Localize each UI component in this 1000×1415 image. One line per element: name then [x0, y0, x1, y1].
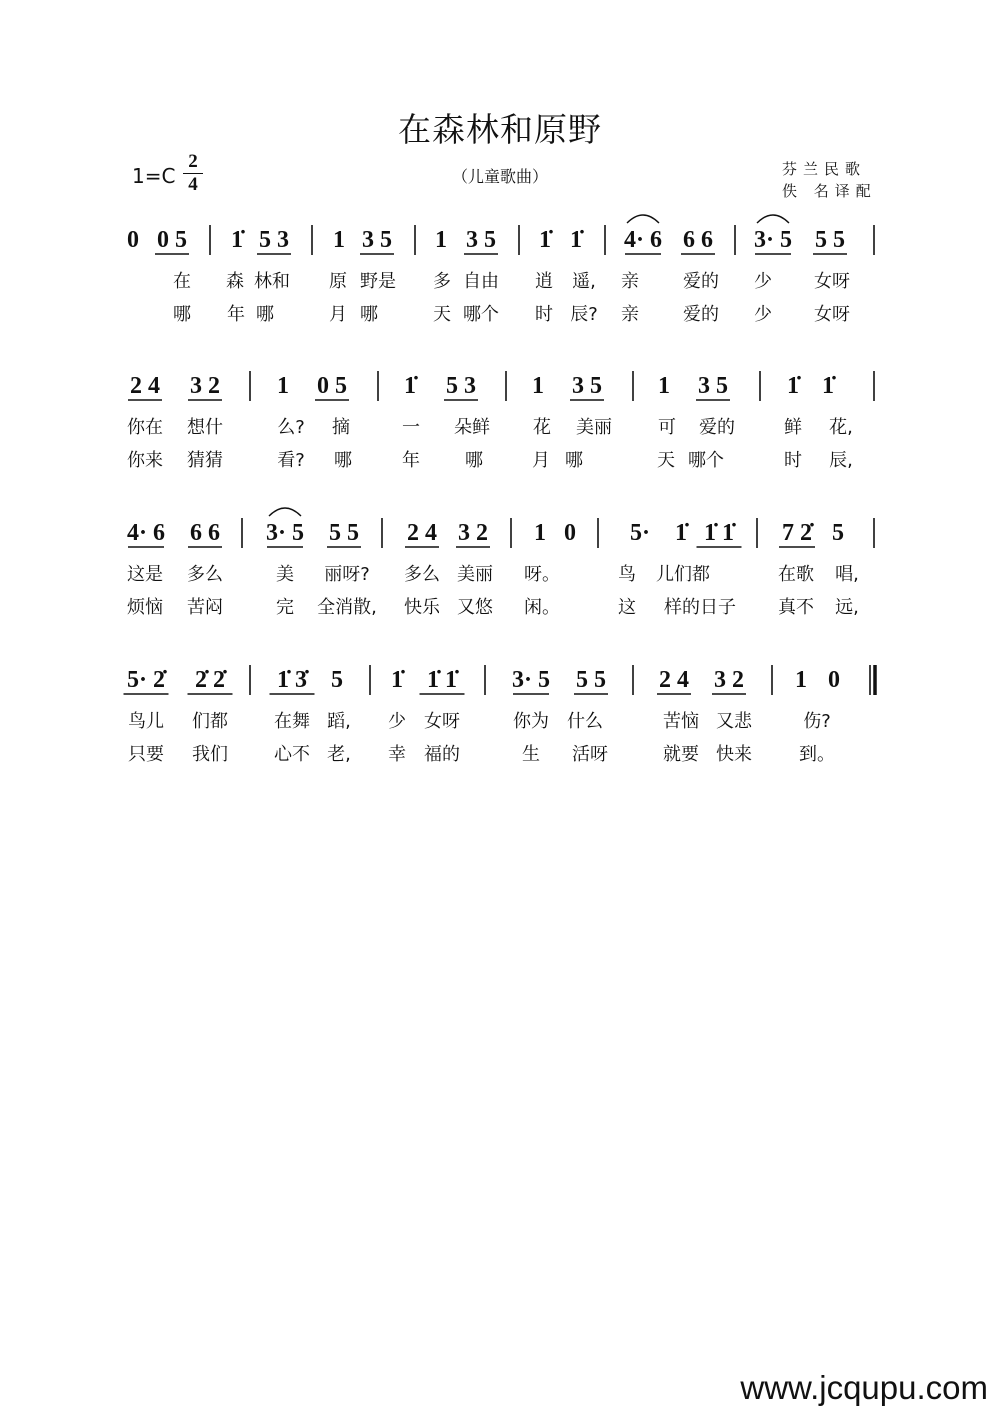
lyric-verse-1: 儿们都 — [656, 564, 710, 585]
lyric-verse-1: 呀。 — [524, 564, 560, 585]
credit-translator: 佚 名译配 — [782, 182, 877, 200]
song-title: 在森林和原野 — [398, 110, 602, 149]
lyric-verse-1: 少 — [388, 711, 406, 732]
lyric-verse-2: 猜猜 — [187, 450, 223, 471]
note-group: 6 6 — [683, 227, 713, 253]
lyric-verse-1: 原 — [329, 271, 347, 292]
lyric-verse-2: 哪 — [360, 304, 378, 325]
note-group: 5 — [331, 667, 343, 693]
lyric-verse-2: 哪 — [334, 450, 352, 471]
lyric-verse-1: 鲜 — [784, 417, 802, 438]
note-group: 3 5 — [572, 373, 602, 399]
lyric-verse-1: 一 — [402, 417, 420, 438]
lyric-verse-2: 完 — [276, 597, 294, 618]
note-group: 0 5 — [157, 227, 187, 253]
note-group: 5 3 — [259, 227, 289, 253]
lyric-verse-1: 么? — [277, 417, 305, 438]
lyric-verse-1: 花 — [533, 417, 551, 438]
lyric-verse-1: 又悲 — [716, 711, 752, 732]
note-group: 2 4 — [659, 667, 689, 693]
lyric-verse-1: 在 — [173, 271, 191, 292]
lyric-verse-2: 就要 — [663, 744, 699, 765]
lyric-verse-2: 全消散, — [317, 597, 377, 618]
note-group: 1 — [532, 373, 544, 399]
lyric-verse-2: 到。 — [799, 744, 835, 765]
lyric-verse-2: 时 — [535, 304, 553, 325]
lyric-verse-1: 们都 — [192, 711, 228, 732]
lyric-verse-2: 辰? — [570, 304, 598, 325]
lyric-verse-2: 快来 — [716, 744, 752, 765]
lyric-verse-2: 福的 — [424, 744, 460, 765]
credit-origin: 芬兰民歌 — [782, 160, 867, 178]
lyric-verse-2: 少 — [754, 304, 772, 325]
note-group: 3 5 — [466, 227, 496, 253]
lyric-verse-2: 快乐 — [404, 597, 440, 618]
lyric-verse-2: 哪个 — [463, 304, 499, 325]
lyric-verse-2: 生 — [522, 744, 540, 765]
lyric-verse-2: 哪 — [565, 450, 583, 471]
lyric-verse-2: 真不 — [778, 597, 814, 618]
lyric-verse-1: 女呀 — [814, 271, 850, 292]
lyric-verse-2: 爱的 — [683, 304, 719, 325]
note-group: 3· 5 — [265, 520, 305, 546]
lyric-verse-1: 在舞 — [274, 711, 310, 732]
note-group: 2 4 — [407, 520, 437, 546]
song-subtitle: （儿童歌曲） — [451, 167, 548, 186]
note-group: 3 5 — [698, 373, 728, 399]
note-group: 2 4 — [130, 373, 160, 399]
note-group: 6 6 — [190, 520, 220, 546]
note-group: 3 2 — [714, 667, 744, 693]
note-group: 1̇ — [822, 373, 834, 399]
lyric-verse-2: 天 — [433, 304, 451, 325]
note-group: 2̇ 2̇ — [195, 667, 225, 693]
lyric-verse-1: 可 — [658, 417, 676, 438]
note-group: 5 — [832, 520, 844, 546]
note-group: 7 2̇ — [782, 520, 812, 546]
lyric-verse-1: 野是 — [360, 271, 396, 292]
site-watermark: www.jcqupu.com — [740, 1369, 988, 1406]
lyric-verse-1: 鸟 — [618, 564, 636, 585]
lyric-verse-1: 爱的 — [683, 271, 719, 292]
lyric-verse-2: 苦闷 — [187, 597, 223, 618]
note-group: 1̇ — [391, 667, 403, 693]
lyric-verse-2: 只要 — [128, 744, 164, 765]
lyric-verse-2: 女呀 — [814, 304, 850, 325]
time-signature-top: 2 — [188, 151, 198, 172]
slur-mark — [627, 215, 659, 223]
note-group: 1̇ — [787, 373, 799, 399]
note-group: 4· 6 — [126, 520, 166, 546]
lyric-verse-1: 多 — [433, 271, 451, 292]
note-group: 5· — [629, 520, 651, 546]
note-group: 1̇ 3̇ — [277, 667, 307, 693]
lyric-verse-2: 远, — [835, 597, 859, 618]
lyric-verse-2: 月 — [532, 450, 550, 471]
note-group: 1̇ — [570, 227, 582, 253]
lyric-verse-2: 哪 — [256, 304, 274, 325]
time-signature-bottom: 4 — [188, 174, 198, 195]
lyric-verse-2: 老, — [327, 744, 351, 765]
lyric-verse-1: 蹈, — [327, 711, 351, 732]
note-group: 0 5 — [317, 373, 347, 399]
lyric-verse-1: 森 — [226, 271, 244, 292]
lyric-verse-2: 样的日子 — [664, 597, 736, 618]
lyric-verse-2: 幸 — [388, 744, 406, 765]
lyric-verse-2: 年 — [402, 450, 420, 471]
lyric-verse-1: 自由 — [463, 271, 499, 292]
lyric-verse-2: 闲。 — [524, 597, 560, 618]
note-group: 1 — [795, 667, 807, 693]
note-group: 3· 5 — [753, 227, 793, 253]
note-group: 5 5 — [576, 667, 606, 693]
lyric-verse-2: 活呀 — [572, 744, 608, 765]
note-group: 0 — [828, 667, 840, 693]
lyric-verse-2: 心不 — [274, 744, 310, 765]
lyric-verse-2: 天 — [657, 450, 675, 471]
note-group: 3 2 — [458, 520, 488, 546]
lyric-verse-1: 少 — [754, 271, 772, 292]
lyric-verse-2: 哪 — [465, 450, 483, 471]
lyric-verse-2: 哪 — [173, 304, 191, 325]
lyric-verse-1: 亲 — [621, 271, 639, 292]
lyric-verse-1: 唱, — [835, 564, 859, 585]
lyric-verse-1: 林和 — [254, 271, 290, 292]
note-group: 1̇ — [675, 520, 687, 546]
lyric-verse-1: 丽呀? — [324, 564, 370, 585]
lyric-verse-2: 亲 — [621, 304, 639, 325]
note-group: 4· 6 — [623, 227, 663, 253]
note-group: 1 — [277, 373, 289, 399]
lyric-verse-1: 摘 — [332, 417, 350, 438]
note-group: 1̇ 1̇ — [427, 667, 457, 693]
lyric-verse-2: 看? — [277, 450, 305, 471]
lyric-verse-1: 鸟儿 — [128, 711, 164, 732]
lyric-verse-1: 遥, — [572, 271, 596, 292]
slur-mark — [757, 215, 789, 223]
note-group: 3· 5 — [511, 667, 551, 693]
lyric-verse-1: 苦恼 — [663, 711, 699, 732]
lyric-verse-1: 你为 — [513, 711, 549, 732]
lyric-verse-2: 哪个 — [688, 450, 724, 471]
note-group: 5· 2̇ — [126, 667, 166, 693]
note-group: 5 5 — [815, 227, 845, 253]
note-group: 1 — [658, 373, 670, 399]
note-group: 1̇ — [404, 373, 416, 399]
lyric-verse-2: 月 — [329, 304, 347, 325]
lyric-verse-2: 你来 — [127, 450, 163, 471]
lyric-verse-2: 这 — [618, 597, 636, 618]
lyric-verse-1: 花, — [829, 417, 853, 438]
note-group: 1 — [333, 227, 345, 253]
lyric-verse-1: 伤? — [803, 711, 831, 732]
lyric-verse-1: 女呀 — [424, 711, 460, 732]
lyric-verse-1: 想什 — [187, 417, 223, 438]
note-group: 0 — [564, 520, 576, 546]
note-group: 1̇ 1̇ — [704, 520, 734, 546]
lyric-verse-1: 美丽 — [576, 417, 612, 438]
note-group: 0 — [127, 227, 139, 253]
lyric-verse-2: 我们 — [192, 744, 228, 765]
lyric-verse-1: 爱的 — [699, 417, 735, 438]
note-group: 1̇ — [539, 227, 551, 253]
note-group: 5 3 — [446, 373, 476, 399]
lyric-verse-2: 辰, — [829, 450, 853, 471]
lyric-verse-1: 逍 — [535, 271, 553, 292]
lyric-verse-2: 时 — [784, 450, 802, 471]
note-group: 3 5 — [362, 227, 392, 253]
lyric-verse-1: 什么 — [567, 711, 603, 732]
note-group: 3 2 — [190, 373, 220, 399]
slur-mark — [269, 508, 301, 516]
note-group: 5 5 — [329, 520, 359, 546]
lyric-verse-1: 这是 — [127, 564, 163, 585]
note-group: 1 — [534, 520, 546, 546]
note-group: 1̇ — [231, 227, 243, 253]
lyric-verse-1: 多么 — [404, 564, 440, 585]
lyric-verse-1: 美 — [276, 564, 294, 585]
lyric-verse-1: 朵鲜 — [454, 417, 490, 438]
lyric-verse-2: 烦恼 — [127, 597, 163, 618]
lyric-verse-1: 在歌 — [778, 564, 814, 585]
key-signature: 1=C — [132, 164, 176, 188]
lyric-verse-2: 年 — [227, 304, 245, 325]
lyric-verse-1: 美丽 — [457, 564, 493, 585]
note-group: 1 — [435, 227, 447, 253]
lyric-verse-1: 你在 — [127, 417, 163, 438]
lyric-verse-1: 多么 — [187, 564, 223, 585]
lyric-verse-2: 又悠 — [457, 597, 493, 618]
